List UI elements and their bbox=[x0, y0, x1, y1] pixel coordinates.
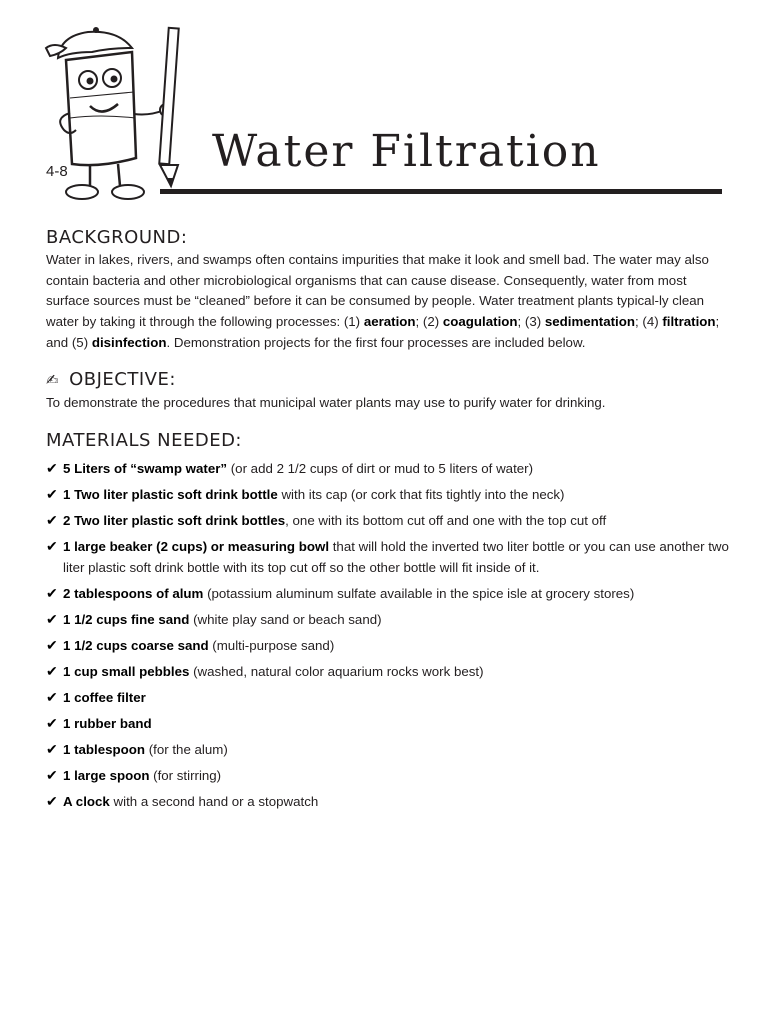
objective-heading bbox=[46, 369, 176, 390]
checkmark-icon: ✔ bbox=[46, 793, 58, 809]
writing-hand-icon: ✍ bbox=[46, 371, 60, 389]
term-aeration: aeration bbox=[363, 314, 416, 330]
checkmark-icon: ✔ bbox=[46, 637, 58, 653]
materials-item-detail: that will hold the inverted two liter bottle or you can use another two liter plastic soft drink bottle with its top cut off so the other bottle will fit inside of it. bbox=[63, 539, 729, 575]
materials-item bbox=[46, 609, 736, 630]
materials-item-name: 1 1/2 cups fine sand bbox=[63, 612, 190, 627]
materials-item bbox=[46, 484, 736, 505]
materials-item bbox=[46, 713, 736, 734]
checkmark-icon: ✔ bbox=[46, 689, 58, 705]
materials-item bbox=[46, 536, 736, 578]
term-filtration: filtration bbox=[662, 314, 716, 330]
checkmark-icon: ✔ bbox=[46, 460, 58, 476]
materials-item-detail: (for the alum) bbox=[145, 742, 228, 757]
materials-item-detail: (or add 2 1/2 cups of dirt or mud to 5 liters of water) bbox=[227, 461, 534, 476]
background-paragraph bbox=[46, 250, 726, 354]
materials-item-detail: (white play sand or beach sand) bbox=[189, 612, 382, 627]
checkmark-icon: ✔ bbox=[46, 585, 58, 601]
materials-item bbox=[46, 739, 736, 760]
materials-item-name: 1 1/2 cups coarse sand bbox=[63, 638, 209, 653]
background-text-start: Water in lakes, rivers, and swamps often contains impurities that make it look and smell bad. The water may also contain bacteria and other microbiological organisms that can cause disease. Consequently, water from most surface sources must be “cleaned” before it can be consumed by people. Water treatment plants typical-ly clean water by taking it through the following processes: (1) bbox=[46, 252, 709, 330]
materials-item-name: A clock bbox=[63, 794, 110, 809]
materials-item bbox=[46, 661, 736, 682]
materials-item bbox=[46, 510, 736, 531]
materials-item-detail: , one with its bottom cut off and one with the top cut off bbox=[285, 513, 607, 528]
background-text-end: . Demonstration projects for the first four processes are included below. bbox=[166, 334, 586, 350]
objective-heading-text: OBJECTIVE: bbox=[69, 369, 176, 390]
term-disinfection: disinfection bbox=[91, 334, 167, 350]
term-coagulation: coagulation bbox=[442, 314, 518, 330]
separator: ; (2) bbox=[415, 314, 443, 330]
materials-item-detail: (potassium aluminum sulfate available in the spice isle at grocery stores) bbox=[203, 586, 635, 601]
title-underline bbox=[160, 189, 722, 194]
materials-item-name: 1 cup small pebbles bbox=[63, 664, 190, 679]
materials-item bbox=[46, 687, 736, 708]
materials-item bbox=[46, 791, 736, 812]
materials-item-name: 5 Liters of “swamp water” bbox=[63, 461, 228, 476]
checkmark-icon: ✔ bbox=[46, 767, 58, 783]
checkmark-icon: ✔ bbox=[46, 663, 58, 679]
materials-item-detail: (washed, natural color aquarium rocks work best) bbox=[189, 664, 484, 679]
materials-item-name: 1 rubber band bbox=[63, 716, 152, 731]
checkmark-icon: ✔ bbox=[46, 512, 58, 528]
separator: ; (4) bbox=[635, 314, 663, 330]
checkmark-icon: ✔ bbox=[46, 538, 58, 554]
materials-item bbox=[46, 635, 736, 656]
separator: ; and (5) bbox=[46, 314, 720, 350]
materials-item-detail: with its cap (or cork that fits tightly into the neck) bbox=[277, 487, 565, 502]
materials-item-detail: with a second hand or a stopwatch bbox=[109, 794, 319, 809]
materials-item-name: 2 tablespoons of alum bbox=[63, 586, 204, 601]
materials-item-name: 1 Two liter plastic soft drink bottle bbox=[63, 487, 278, 502]
materials-item bbox=[46, 583, 736, 604]
materials-heading: MATERIALS NEEDED: bbox=[46, 430, 242, 451]
materials-item-detail: (for stirring) bbox=[149, 768, 222, 783]
background-heading: BACKGROUND: bbox=[46, 227, 188, 248]
materials-item bbox=[46, 458, 736, 479]
materials-item-name: 1 tablespoon bbox=[63, 742, 146, 757]
materials-item-name: 1 coffee filter bbox=[63, 690, 146, 705]
term-sedimentation: sedimentation bbox=[544, 314, 635, 330]
checkmark-icon: ✔ bbox=[46, 611, 58, 627]
page-number: 4-8 bbox=[46, 163, 68, 180]
checkmark-icon: ✔ bbox=[46, 715, 58, 731]
materials-item-detail: (multi-purpose sand) bbox=[208, 638, 335, 653]
materials-item-name: 1 large spoon bbox=[63, 768, 150, 783]
objective-text: To demonstrate the procedures that municipal water plants may use to purify water for drinking. bbox=[46, 395, 606, 410]
materials-item-name: 2 Two liter plastic soft drink bottles bbox=[63, 513, 286, 528]
checkmark-icon: ✔ bbox=[46, 741, 58, 757]
materials-item bbox=[46, 765, 736, 786]
materials-item-name: 1 large beaker (2 cups) or measuring bowl bbox=[63, 539, 330, 554]
page-title: Water Filtration bbox=[212, 126, 601, 177]
separator: ; (3) bbox=[517, 314, 545, 330]
materials-list bbox=[46, 458, 736, 817]
checkmark-icon: ✔ bbox=[46, 486, 58, 502]
